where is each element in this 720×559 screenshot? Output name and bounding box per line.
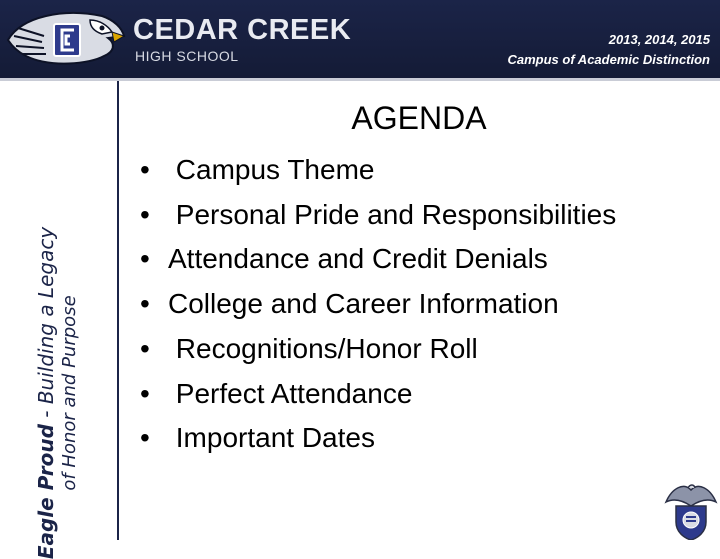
agenda-item-text: Personal Pride and Responsibilities [168,198,617,230]
bullet-icon: • [140,243,150,275]
sidebar [0,81,119,559]
agenda-item [140,282,616,327]
header-banner [0,0,720,81]
agenda-list [140,148,616,461]
distinction-label: Campus of Academic Distinction [507,52,710,67]
agenda-item-text: Attendance and Credit Denials [168,243,548,275]
bullet-icon: • [140,198,150,230]
agenda-item [140,148,616,193]
school-subtitle: HIGH SCHOOL [135,48,239,64]
agenda-item [140,193,616,238]
motto-rest: - Building a Legacy [34,226,58,425]
bullet-icon: • [140,332,150,364]
agenda-item-text: Important Dates [168,422,375,454]
motto-line-1 [34,227,58,559]
bullet-icon: • [140,288,150,320]
agenda-item [140,237,616,282]
agenda-item [140,416,616,461]
bullet-icon: • [140,422,150,454]
bullet-icon: • [140,377,150,409]
agenda-item [140,327,616,372]
eagle-crest-icon [662,480,720,540]
motto-line-2: of Honor and Purpose [59,295,80,491]
agenda-item-text: Recognitions/Honor Roll [168,332,478,364]
school-name: CEDAR CREEK [133,14,352,46]
agenda-item-text: Campus Theme [168,154,375,185]
page-title: AGENDA [351,100,487,136]
sidebar-motto [34,227,82,559]
distinction-years: 2013, 2014, 2015 [608,32,710,47]
agenda-item-text: College and Career Information [168,288,559,320]
distinction-block [508,30,711,70]
agenda-item-text: Perfect Attendance [168,377,413,409]
bullet-icon: • [140,154,150,185]
motto-bold: Eagle Proud [34,424,58,559]
eagle-cc-logo-icon [4,6,126,74]
agenda-item [140,372,616,417]
